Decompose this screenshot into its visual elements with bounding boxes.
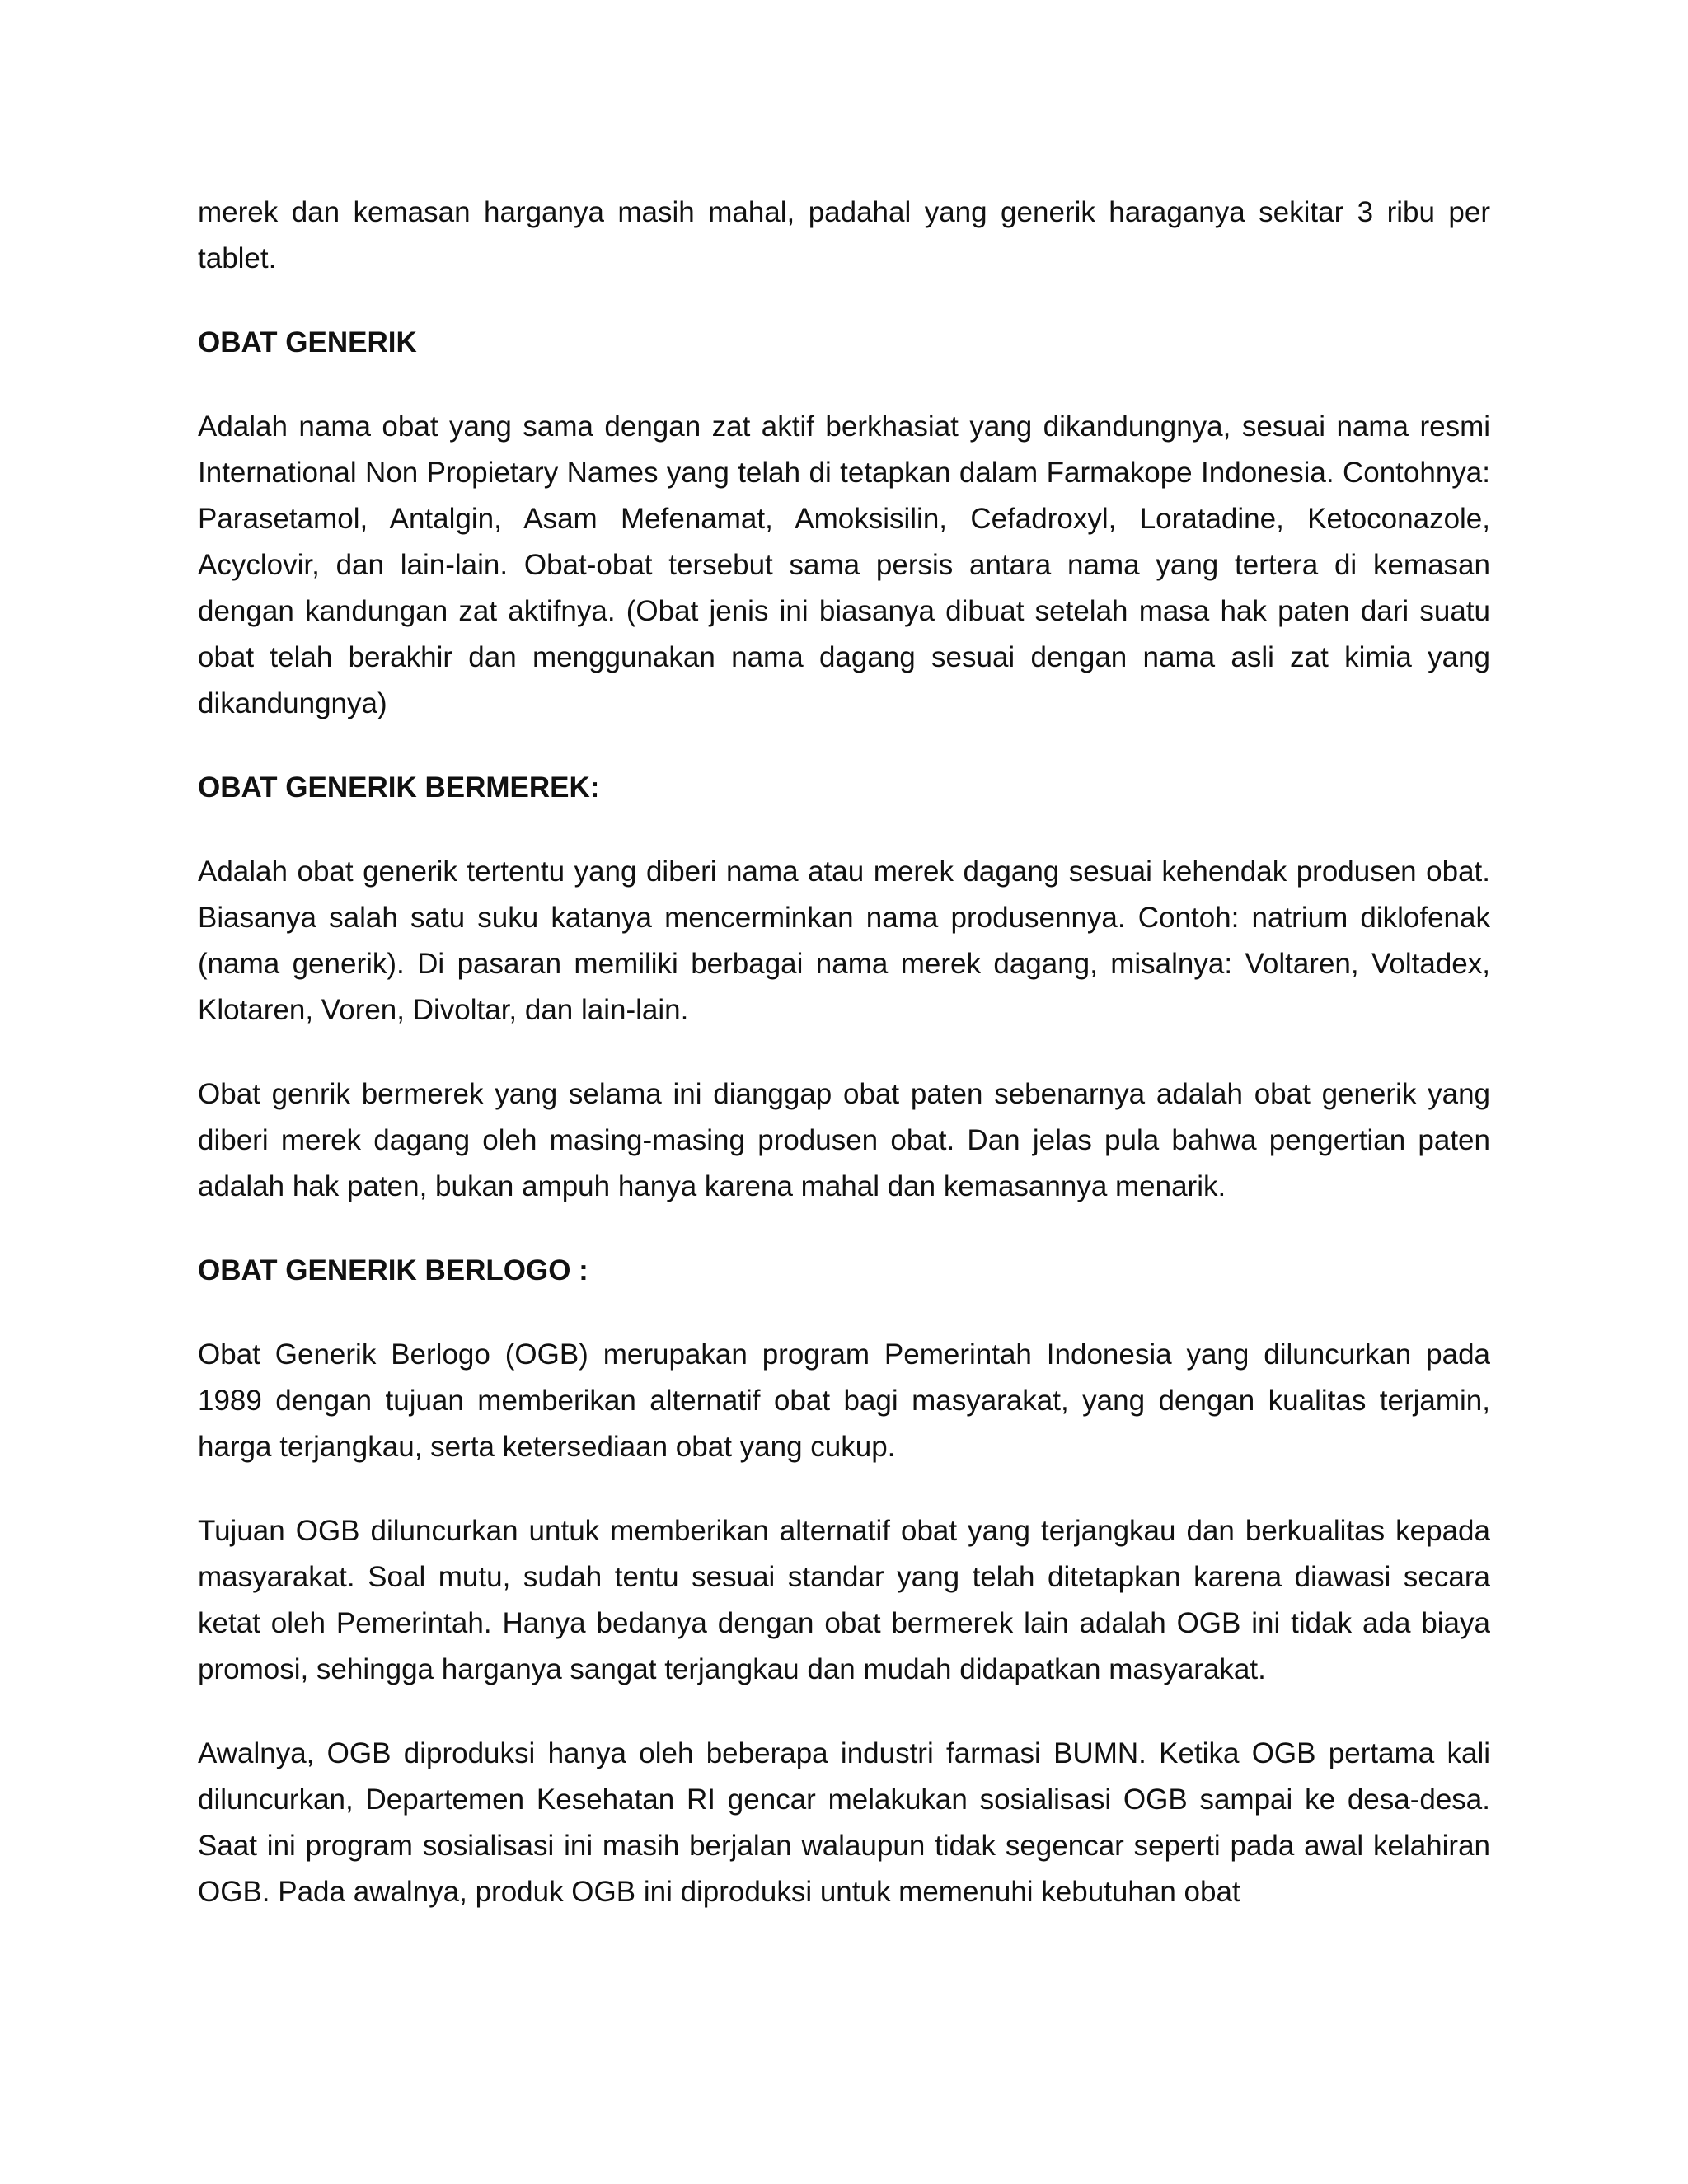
heading-obat-generik-bermerek: OBAT GENERIK BERMEREK:	[198, 771, 600, 804]
paragraph-obat-generik: Adalah nama obat yang sama dengan zat aktif berkhasiat yang dikandungnya, sesuai nama resmi International Non Propietary Names yang telah di tetapkan dalam Farmakope Indonesia. Contohnya: Parasetamol, Antalgin, Asam Mefenamat, Amoksisilin, Cefadroxyl, Loratadine, Ketoconazole, Acyclovir, dan lain-lain. Obat-obat tersebut sama persis antara nama yang tertera di kemasan dengan kandungan zat aktifnya. (Obat jenis ini biasanya dibuat setelah masa hak paten dari suatu obat telah berakhir dan menggunakan nama dagang sesuai dengan nama asli zat kimia yang dikandungnya)	[198, 410, 1490, 719]
heading-obat-generik: OBAT GENERIK	[198, 326, 417, 359]
heading-obat-generik-berlogo: OBAT GENERIK BERLOGO :	[198, 1254, 588, 1286]
paragraph-berlogo-2: Tujuan OGB diluncurkan untuk memberikan alternatif obat yang terjangkau dan berkualitas kepada masyarakat. Soal mutu, sudah tentu sesuai standar yang telah ditetapkan karena diawasi secara ketat oleh Pemerintah. Hanya bedanya dengan obat bermerek lain adalah OGB ini tidak ada biaya promosi, sehingga harganya sangat terjangkau dan mudah didapatkan masyarakat.	[198, 1515, 1490, 1685]
paragraph-berlogo-1: Obat Generik Berlogo (OGB) merupakan program Pemerintah Indonesia yang diluncurkan pada 1989 dengan tujuan memberikan alternatif obat bagi masyarakat, yang dengan kualitas terjamin, harga terjangkau, serta ketersediaan obat yang cukup.	[198, 1338, 1490, 1463]
document-body	[198, 190, 1490, 1953]
paragraph-berlogo-3: Awalnya, OGB diproduksi hanya oleh beberapa industri farmasi BUMN. Ketika OGB pertama kali diluncurkan, Departemen Kesehatan RI gencar melakukan sosialisasi OGB sampai ke desa-desa. Saat ini program sosialisasi ini masih berjalan walaupun tidak segencar seperti pada awal kelahiran OGB. Pada awalnya, produk OGB ini diproduksi untuk memenuhi kebutuhan obat	[198, 1737, 1490, 1908]
paragraph-bermerek-2: Obat genrik bermerek yang selama ini dianggap obat paten sebenarnya adalah obat generik yang diberi merek dagang oleh masing-masing produsen obat. Dan jelas pula bahwa pengertian paten adalah hak paten, bukan ampuh hanya karena mahal dan kemasannya menarik.	[198, 1078, 1490, 1202]
intro-paragraph: merek dan kemasan harganya masih mahal, padahal yang generik haraganya sekitar 3 ribu per tablet.	[198, 196, 1490, 274]
paragraph-bermerek-1: Adalah obat generik tertentu yang diberi nama atau merek dagang sesuai kehendak produsen obat. Biasanya salah satu suku katanya mencerminkan nama produsennya. Contoh: natrium diklofenak (nama generik). Di pasaran memiliki berbagai nama merek dagang, misalnya: Voltaren, Voltadex, Klotaren, Voren, Divoltar, dan lain-lain.	[198, 855, 1490, 1026]
